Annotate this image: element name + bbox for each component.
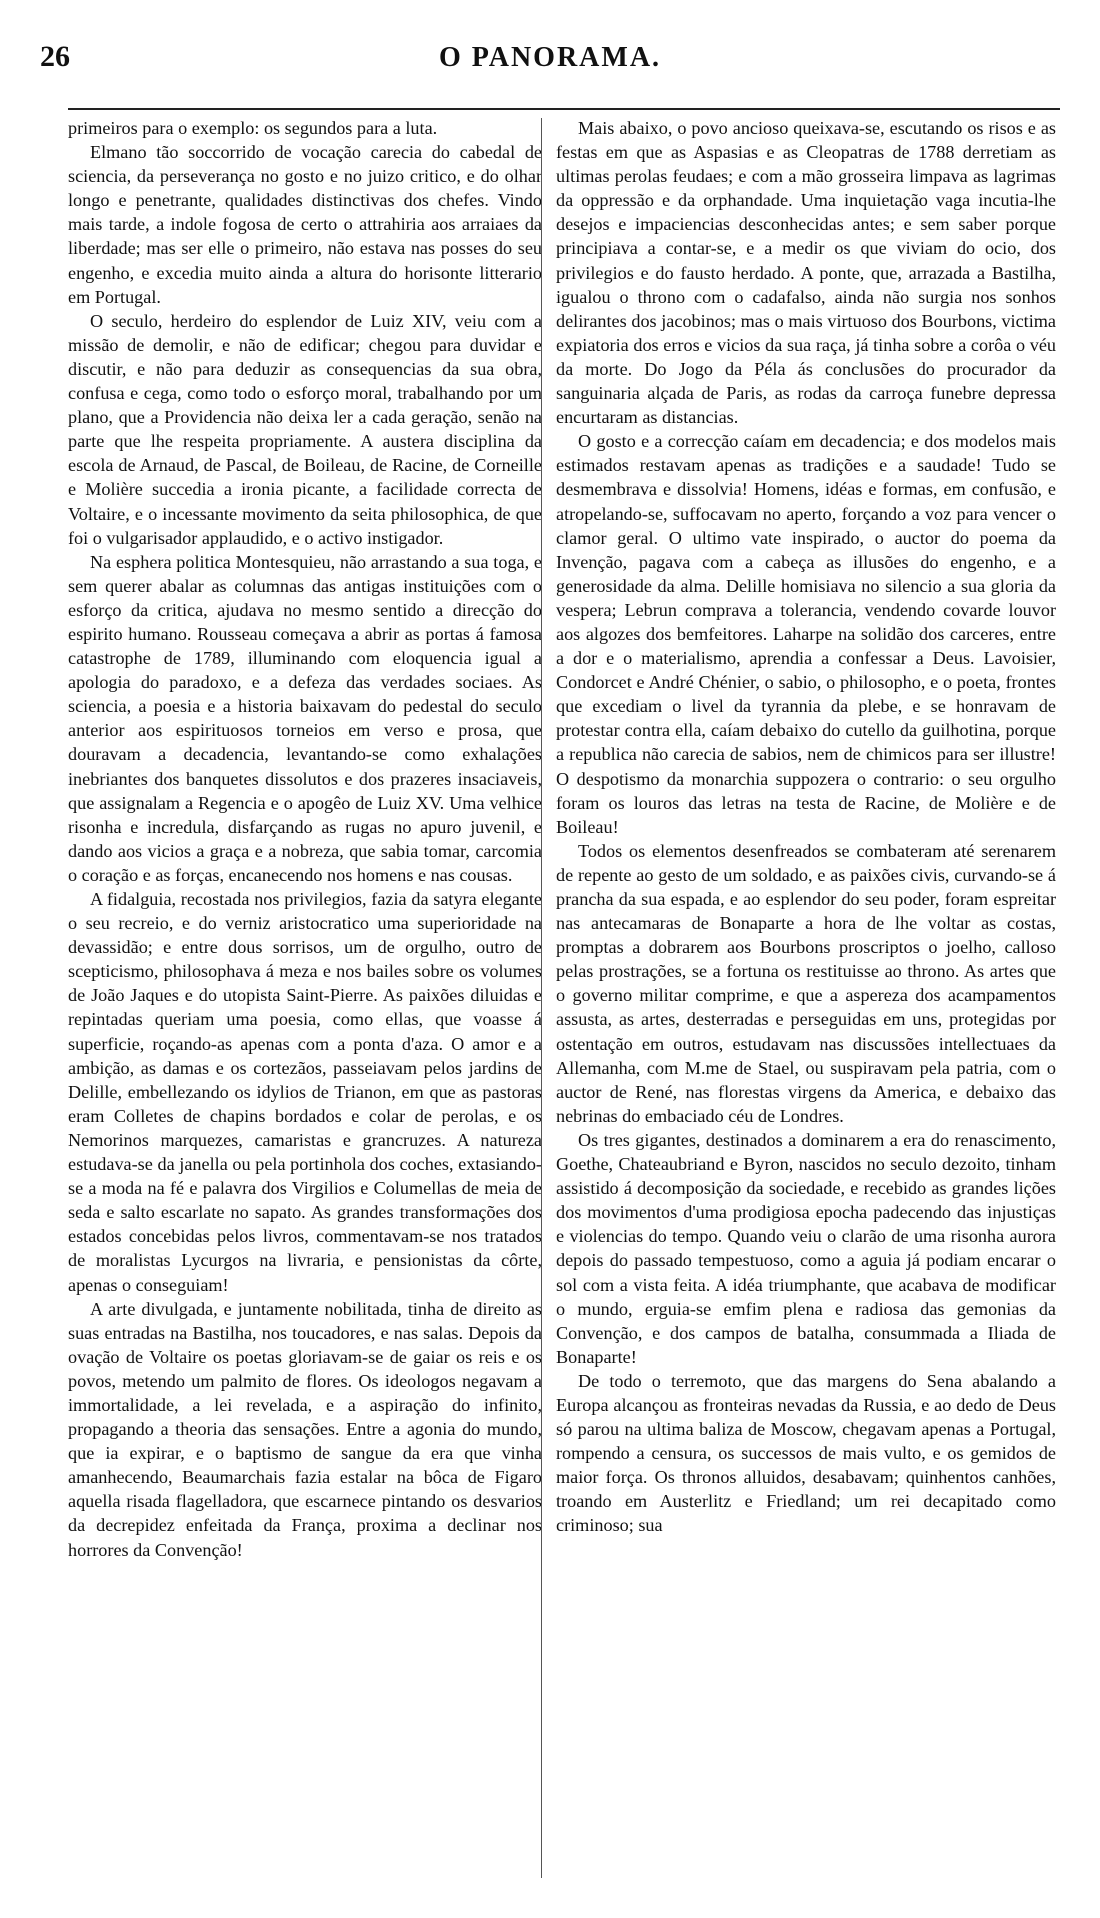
paragraph: A arte divulgada, e juntamente nobilitada, tinha de direito as suas entradas na Bastilha, nos toucadores, e nas salas. Depois da ovação de Voltaire os poetas gloriavam-se de gaiar os reis e os povos, metendo um palmito de flores. Os ideologos negavam a immortalidade, a lei revelada, e a aspiração do infinito, propagando a theoria das sensações. Entre a agonia do mundo, que ia expirar, e o baptismo de sangue da era que vinha amanhecendo, Beaumarchais fazia estalar na bôca de Figaro aquella risada flagelladora, que escarnece pintando os desvarios da decrepidez enfeitada da França, proxima a declinar nos horrores da Convenção! [68,1298,542,1560]
paragraph: primeiros para o exemplo: os segundos para a luta. [68,118,438,138]
paragraph: O seculo, herdeiro do esplendor de Luiz XIV, veiu com a missão de demolir, e não de edificar; chegou para duvidar e discutir, e não para deduzir as consequencias da sua obra, confusa e cega, como todo o esforço moral, trabalhando por um plano, que a Providencia não deixa ler a cada geração, senão na parte que lhe respeita propriamente. A austera disciplina da escola de Arnaud, de Pascal, de Boileau, de Racine, de Corneille e Molière succedia a ironia picante, a facilidade correcta de Voltaire, e o incessante movimento da seita philosophica, de que foi o vulgarisador applaudido, e o activo instigador. [68,310,542,548]
page-header [40,40,1060,90]
paragraph: Na esphera politica Montesquieu, não arrastando a sua toga, e sem querer abalar as columnas das antigas instituições com o esforço da critica, ajudava no mesmo sentido a direcção do espirito humano. Rousseau começava a abrir as portas á famosa catastrophe de 1789, illuminando com eloquencia igual a apologia do paradoxo, e a defeza das verdades sociaes. As sciencia, a poesia e a historia baixavam do pedestal do seculo anterior aos espirituosos torneios em verso e prosa, que douravam a decadencia, levantando-se como exhalações inebriantes dos banquetes dissolutos e dos prazeres insaciaveis, que assignalam a Regencia e o apogêo de Luiz XV. Uma velhice risonha e incredula, disfarçando as rugas no apuro juvenil, e dando aos vicios a graça e a nobreza, que sabia tomar, carcomia o coração e as forças, encanecendo nos homens e nas cousas. [68,551,542,885]
page-title: O PANORAMA. [438,42,662,73]
right-column [556,116,1056,1891]
paragraph: A fidalguia, recostada nos privilegios, fazia da satyra elegante o seu recreio, e do verniz aristocratico uma superioridade na devassidão; e entre dous sorrisos, um de orgulho, outro de scepticismo, philosophava á meza e nos bailes sobre os volumes de João Jaques e do utopista Saint-Pierre. As paixões diluidas e repintadas queriam uma poesia, como ellas, que voasse á superficie, roçando-as apenas com a ponta d'aza. O amor e a ambição, as damas e os cortezãos, passeiavam pelos jardins de Delille, embellezando os idylios de Trianon, em que as pastoras eram Colletes de chapins bordados e colar de perolas, e os Nemorinos marquezes, camaristas e grancruzes. A natureza estudava-se da janella ou pela portinhola dos coches, extasiando-se a moda na fé e palavra dos Virgilios e Columellas de meia de seda e salto escarlate no sapato. As grandes transformações dos estados concebidas pelos livros, commentavam-se nos tratados de moralistas Lycurgos na livraria, e pensionistas da côrte, apenas o conseguiam! [68,889,542,1295]
paragraph: De todo o terremoto, que das margens do Sena abalando a Europa alcançou as fronteiras nevadas da Russia, e ao dedo de Deus só parou na ultima baliza de Moscow, chegavam apenas a Portugal, rompendo a censura, os successos de mais vulto, e os gemidos de maior força. Os thronos alluidos, desabavam; quinhentos canhões, troando em Austerlitz e Friedland; um rei decapitado como criminoso; sua [556,1370,1056,1536]
paragraph: Todos os elementos desenfreados se combateram até serenarem de repente ao gesto de um soldado, e as paixões civis, curvando-se á prancha da sua espada, e ao esplendor do seu poder, foram espreitar nas antecamaras de Bonaparte a hora de lhe voltar as costas, promptas a dobrarem aos Bourbons proscriptos o joelho, calloso pelas prostrações, se a fortuna os restituisse ao throno. As artes que o governo militar comprime, e que a aspereza dos acampamentos assusta, as artes, desterradas e perseguidas em uns, protegidas por ostentação em outros, estudavam nas discussões intellectuaes da Allemanha, com M.me de Stael, ou suspiravam pela patria, com o auctor de René, nas florestas virgens da America, e debaixo das nebrinas do embaciado céu de Londres. [556,840,1056,1126]
paragraph: O gosto e a correcção caíam em decadencia; e dos modelos mais estimados restavam apenas as tradições e a saudade! Tudo se desmembrava e dissolvia! Homens, idéas e formas, em confusão, e atropelando-se, suffocavam no aperto, forçando a voz para vencer o clamor geral. O ultimo vate inspirado, o auctor do poema da Invenção, pagava com a cabeça as illusões do engenho, e a generosidade da alma. Delille homisiava no silencio a sua gloria da vespera; Lebrun comprava a tolerancia, vendendo covarde louvor aos algozes dos bemfeitores. Laharpe na solidão dos carceres, entre a dor e o materialismo, aprendia a confessar a Deus. Lavoisier, Condorcet e André Chénier, o sabio, o philosopho, e o poeta, frontes que excediam o livel da tyrannia da plebe, e se honravam de protestar contra ella, caíam debaixo do cutello da guilhotina, porque a republica não carecia de sabios, nem de chimicos para ser illustre! O despotismo da monarchia suppozera o contrario: o seu orgulho foram os louros das letras na testa de Racine, de Molière e de Boileau! [556,431,1056,837]
column-divider [541,118,542,1878]
paragraph: Elmano tão soccorrido de vocação carecia do cabedal de sciencia, da perseverança no gosto e no juizo critico, e do olhar longo e penetrante, qualidades distinctivas dos chefes. Vindo mais tarde, a indole fogosa de certo o attrahiria aos arraiaes da liberdade; mas ser elle o primeiro, não estava nas posses do seu engenho, e excedia muito ainda a altura do horisonte litterario em Portugal. [68,142,542,307]
paragraph: Mais abaixo, o povo ancioso queixava-se, escutando os risos e as festas em que as Aspasias e as Cleopatras de 1788 derretiam as ultimas perolas feudaes; e com a mão grosseira limpava as lagrimas da oppressão e da orphandade. Uma inquietação vaga incutia-lhe desejos e impaciencias desconhecidas antes; e sem saber porque principiava a contar-se, e a medir os que viviam do ocio, dos privilegios e do fausto herdado. A ponte, que, arrazada a Bastilha, igualou o throno com o cadafalso, ainda não surgia nos sonhos delirantes dos jacobinos; mas o mais virtuoso dos Bourbons, victima expiatoria dos erros e vicios da sua raça, já tinha sobre a corôa o véu da morte. Do Jogo da Péla ás conclusões do procurador da sanguinaria alçada de Paris, as rodas da carroça funebre depressa encurtaram as distancias. [556,118,1056,428]
page-number: 26 [40,40,70,73]
header-rule [68,108,1060,110]
left-column [68,116,542,1891]
paragraph: Os tres gigantes, destinados a dominarem a era do renascimento, Goethe, Chateaubriand e Byron, nascidos no seculo dezoito, tinham assistido á decomposição da sociedade, e recebido as grandes lições dos movimentos d'uma prodigiosa epocha padecendo das injustiças e violencias do tempo. Quando veiu o clarão de uma risonha aurora depois do passado tempestuoso, como a aguia já podiam encarar o sol com a vista feita. A idéa triumphante, que acabava de modificar o mundo, erguia-se emfim plena e radiosa das gemonias da Convenção, e dos campos de batalha, consummada a Iliada de Bonaparte! [556,1129,1056,1367]
